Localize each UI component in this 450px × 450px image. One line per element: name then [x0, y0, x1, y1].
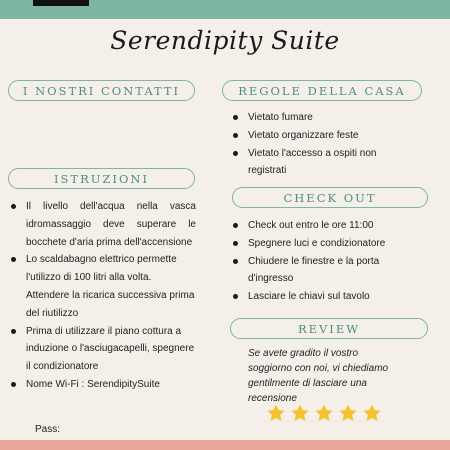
section-header-checkout: CHECK OUT — [232, 187, 428, 208]
star-icon — [290, 403, 310, 423]
list-item: Il livello dell'acqua nella vasca idromassaggio deve superare le bocchete d'aria prima dell'accensione — [10, 198, 196, 251]
list-item: Vietato fumare — [232, 109, 402, 127]
rating-stars — [266, 403, 382, 423]
section-header-contatti: I NOSTRI CONTATTI — [8, 80, 195, 101]
list-item: Lasciare le chiavi sul tavolo — [232, 288, 412, 306]
top-dark-strip — [33, 0, 89, 6]
bottom-color-bar — [0, 440, 450, 450]
section-header-review: REVIEW — [230, 318, 428, 339]
wifi-pass: Pass: — [35, 424, 61, 435]
list-item: Spegnere luci e condizionatore — [232, 235, 412, 253]
star-icon — [338, 403, 358, 423]
page-title: Serendipity Suite — [110, 26, 340, 55]
list-item: Nome Wi-Fi : SerendipitySuite — [10, 376, 196, 394]
list-item: Prima di utilizzare il piano cottura a induzione o l'asciugacapelli, spegnere il condizionatore — [10, 323, 196, 376]
istruzioni-list — [10, 198, 196, 394]
list-item: Chiudere le finestre e la porta d'ingresso — [232, 253, 412, 289]
regole-list — [232, 109, 402, 180]
star-icon — [266, 403, 286, 423]
section-header-istruzioni: ISTRUZIONI — [8, 168, 195, 189]
list-item: Vietato l'accesso a ospiti non registrati — [232, 145, 402, 181]
star-icon — [362, 403, 382, 423]
review-text: Se avete gradito il vostro soggiorno con noi, vi chiediamo gentilmente di lasciare una recensione — [248, 348, 389, 404]
section-header-regole: REGOLE DELLA CASA — [222, 80, 422, 101]
star-icon — [314, 403, 334, 423]
list-item: Check out entro le ore 11:00 — [232, 217, 412, 235]
list-item: Lo scaldabagno elettrico permette l'utilizzo di 100 litri alla volta. Attendere la ricarica successiva prima del riutilizzo — [10, 251, 196, 322]
list-item: Vietato organizzare feste — [232, 127, 402, 145]
checkout-list — [232, 217, 412, 306]
